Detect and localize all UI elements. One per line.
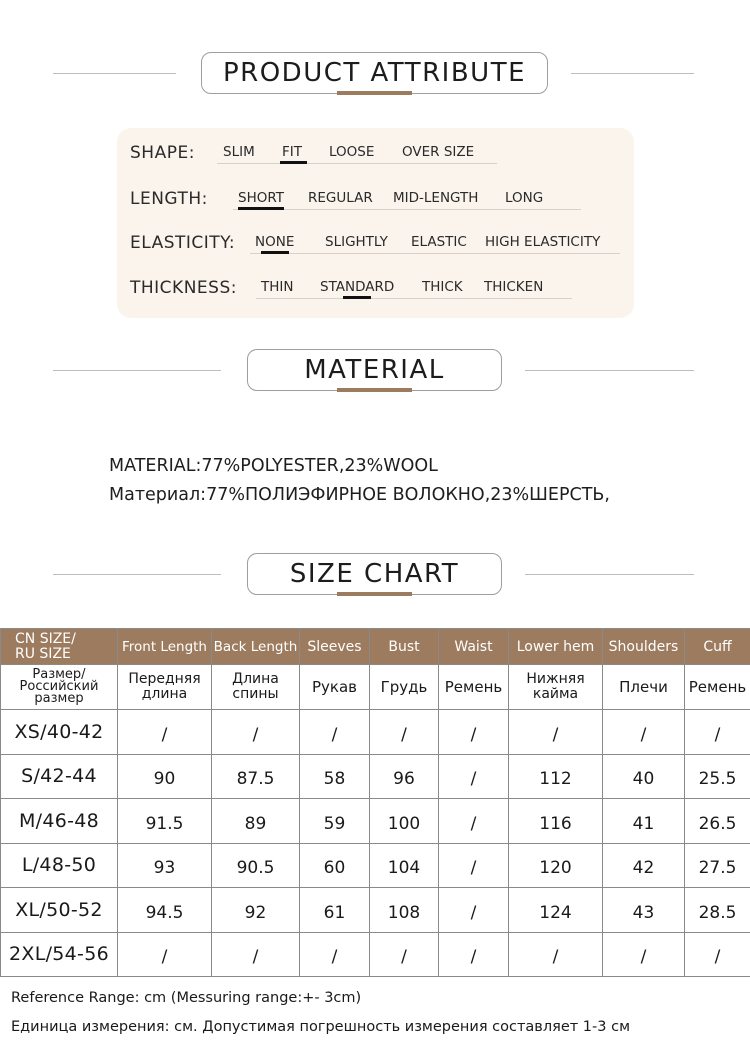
- material-en: [109, 456, 438, 476]
- table-cell: 61: [300, 888, 370, 933]
- table-cell: /: [300, 710, 370, 755]
- col-header-shoulders: Shoulders: [603, 629, 685, 665]
- section-title-text: SIZE CHART: [289, 559, 460, 589]
- table-row: [1, 799, 750, 844]
- table-cell: /: [300, 932, 370, 977]
- table-cell: 25.5: [685, 754, 750, 799]
- table-cell: /: [509, 932, 603, 977]
- attr-option: LONG: [505, 190, 544, 206]
- table-cell: /: [212, 710, 300, 755]
- size-cell: M/46-48: [1, 799, 118, 844]
- table-cell: 116: [509, 799, 603, 844]
- table-cell: /: [370, 932, 439, 977]
- attr-selected-mark: [280, 161, 307, 164]
- col-header-back-length: Back Length: [212, 629, 300, 665]
- table-cell: /: [118, 710, 212, 755]
- table-cell: 108: [370, 888, 439, 933]
- table-cell: 92: [212, 888, 300, 933]
- table-cell: /: [439, 710, 509, 755]
- material-ru: [109, 485, 610, 505]
- col-header-ru-waist: Ремень: [439, 665, 509, 710]
- size-cell: S/42-44: [1, 754, 118, 799]
- table-cell: 42: [603, 843, 685, 888]
- section-title-text: PRODUCT ATTRIBUTE: [222, 58, 527, 88]
- attr-option-selected: SHORT: [238, 190, 284, 206]
- divider-right: [571, 73, 694, 74]
- size-cell: XL/50-52: [1, 888, 118, 933]
- table-cell: /: [685, 710, 750, 755]
- section-title-underline: [337, 388, 412, 392]
- attr-option: THIN: [261, 279, 294, 295]
- col-header-sleeves: Sleeves: [300, 629, 370, 665]
- table-cell: 96: [370, 754, 439, 799]
- section-title-underline: [337, 592, 412, 596]
- attr-selected-mark: [238, 207, 284, 210]
- section-title-underline: [337, 91, 412, 95]
- table-cell: /: [439, 799, 509, 844]
- divider-right: [525, 370, 694, 371]
- attr-label-length: LENGTH:: [130, 189, 208, 209]
- table-cell: 91.5: [118, 799, 212, 844]
- col-header-ru-text: Нижняя кайма: [526, 671, 585, 702]
- section-title-text: MATERIAL: [304, 355, 445, 385]
- col-header-ru-bust: Грудь: [370, 665, 439, 710]
- reference-note-en: Reference Range: cm (Messuring range:+- 3cm): [11, 990, 362, 1006]
- table-cell: 90: [118, 754, 212, 799]
- table-cell: /: [603, 710, 685, 755]
- attr-rule: [233, 209, 581, 210]
- material-en-label: MATERIAL:: [109, 456, 202, 476]
- material-en-value: 77%POLYESTER,23%WOOL: [201, 456, 438, 476]
- table-row: [1, 754, 750, 799]
- size-cell: XS/40-42: [1, 710, 118, 755]
- table-cell: 28.5: [685, 888, 750, 933]
- col-header-ru-front-length: [118, 665, 212, 710]
- col-header-ru-sleeves: Рукав: [300, 665, 370, 710]
- table-cell: 41: [603, 799, 685, 844]
- col-header-cuff: Cuff: [685, 629, 750, 665]
- attr-selected-mark: [343, 296, 371, 299]
- col-header-front-length: Front Length: [118, 629, 212, 665]
- col-header-ru-size: [1, 665, 118, 710]
- divider-left: [53, 73, 176, 74]
- size-cell: L/48-50: [1, 843, 118, 888]
- col-header-ru-lower-hem: [509, 665, 603, 710]
- attr-option: ELASTIC: [411, 234, 467, 250]
- section-title-material: [247, 349, 502, 391]
- attr-label-thickness: THICKNESS:: [130, 278, 237, 298]
- table-row: [1, 710, 750, 755]
- table-cell: /: [439, 932, 509, 977]
- section-title-size-chart: [247, 553, 502, 595]
- col-header-bust: Bust: [370, 629, 439, 665]
- attr-option: THICK: [422, 279, 463, 295]
- table-cell: 87.5: [212, 754, 300, 799]
- attr-option: THICKEN: [484, 279, 544, 295]
- table-row: [1, 843, 750, 888]
- table-cell: 59: [300, 799, 370, 844]
- col-header-ru-text: Размер/ Российский размер: [19, 667, 99, 706]
- table-cell: 100: [370, 799, 439, 844]
- col-header-ru-shoulders: Плечи: [603, 665, 685, 710]
- table-cell: 89: [212, 799, 300, 844]
- size-cell: 2XL/54-56: [1, 932, 118, 977]
- attr-option-selected: FIT: [282, 144, 302, 160]
- table-cell: 26.5: [685, 799, 750, 844]
- table-cell: /: [439, 843, 509, 888]
- attr-rule: [256, 298, 572, 299]
- divider-left: [53, 574, 221, 575]
- section-title-attributes: [201, 52, 548, 94]
- table-cell: /: [509, 710, 603, 755]
- attr-rule: [250, 253, 620, 254]
- divider-right: [525, 574, 694, 575]
- attr-label-elasticity: ELASTICITY:: [130, 233, 236, 253]
- table-cell: 124: [509, 888, 603, 933]
- reference-note-ru: Единица измерения: см. Допустимая погрешность измерения составляет 1-3 см: [11, 1019, 631, 1035]
- attr-label-shape: SHAPE:: [130, 143, 195, 163]
- table-cell: /: [685, 932, 750, 977]
- material-ru-label: Материал:: [109, 485, 207, 505]
- col-header-ru-back-length: [212, 665, 300, 710]
- attr-option: LOOSE: [329, 144, 375, 160]
- table-cell: /: [603, 932, 685, 977]
- col-header-ru-cuff: Ремень: [685, 665, 750, 710]
- col-header-ru-text: Передняя длина: [128, 671, 201, 702]
- col-header-waist: Waist: [439, 629, 509, 665]
- table-row: [1, 888, 750, 933]
- attr-selected-mark: [261, 251, 289, 254]
- table-cell: 120: [509, 843, 603, 888]
- col-header-lower-hem: Lower hem: [509, 629, 603, 665]
- table-cell: 112: [509, 754, 603, 799]
- table-cell: 58: [300, 754, 370, 799]
- table-cell: 60: [300, 843, 370, 888]
- col-header-size: [1, 629, 118, 665]
- attr-option-selected: STANDARD: [320, 279, 395, 295]
- table-row: [1, 932, 750, 977]
- attr-option: SLIGHTLY: [325, 234, 388, 250]
- table-cell: /: [439, 754, 509, 799]
- col-header-text: CN SIZE/ RU SIZE: [15, 630, 76, 662]
- table-cell: 27.5: [685, 843, 750, 888]
- table-cell: 40: [603, 754, 685, 799]
- divider-left: [53, 370, 221, 371]
- attr-option: HIGH ELASTICITY: [485, 234, 601, 250]
- col-header-ru-text: Длина спины: [232, 671, 279, 702]
- attr-option: SLIM: [223, 144, 255, 160]
- table-cell: /: [118, 932, 212, 977]
- table-cell: 93: [118, 843, 212, 888]
- attr-option-selected: NONE: [255, 234, 295, 250]
- material-ru-value: 77%ПОЛИЭФИРНОЕ ВОЛОКНО,23%ШЕРСТЬ,: [206, 485, 610, 505]
- table-cell: /: [370, 710, 439, 755]
- table-cell: /: [212, 932, 300, 977]
- table-cell: /: [439, 888, 509, 933]
- attr-option: REGULAR: [308, 190, 373, 206]
- attr-option: OVER SIZE: [402, 144, 475, 160]
- attr-rule: [217, 163, 497, 164]
- size-chart-table: [0, 628, 750, 977]
- table-cell: 43: [603, 888, 685, 933]
- table-cell: 94.5: [118, 888, 212, 933]
- table-cell: 104: [370, 843, 439, 888]
- attr-option: MID-LENGTH: [393, 190, 479, 206]
- table-cell: 90.5: [212, 843, 300, 888]
